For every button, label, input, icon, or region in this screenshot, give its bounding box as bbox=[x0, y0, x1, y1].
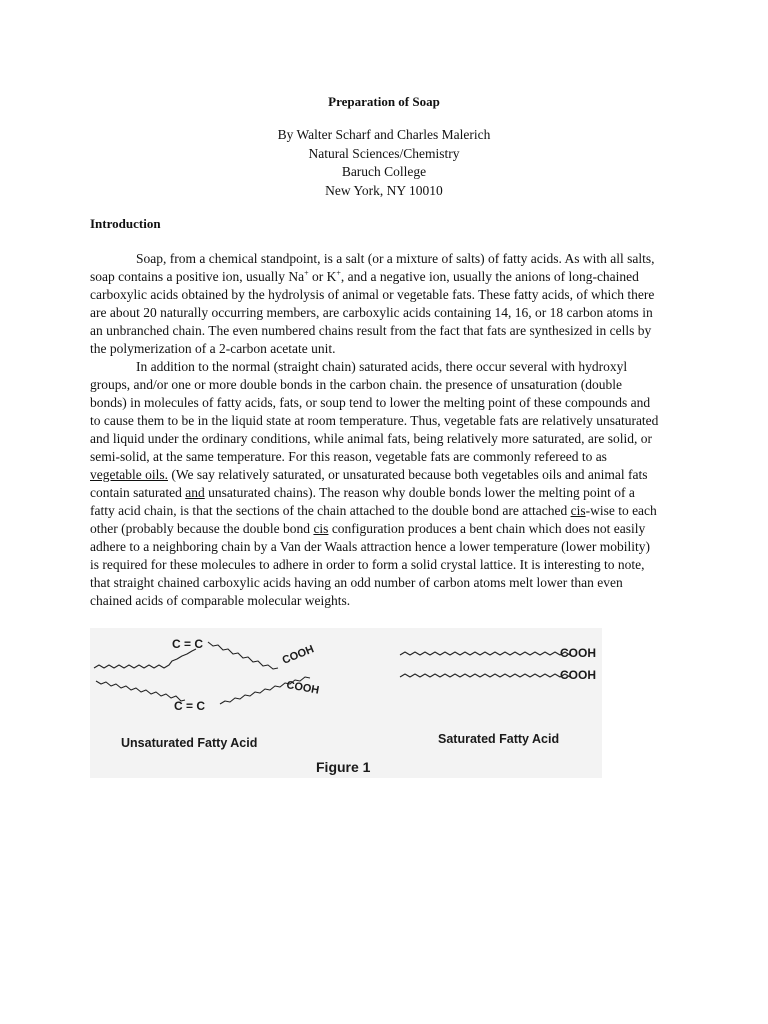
byline-location: New York, NY 10010 bbox=[325, 182, 443, 198]
byline-institution: Baruch College bbox=[341, 164, 427, 179]
saturated-label: Saturated Fatty Acid bbox=[438, 732, 560, 746]
paragraph-2-text: In addition to the normal (straight chain) saturated acids, there occur several with hydroxyl groups, and/or one or more double bonds in the carbon chain. the presence of unsaturation (double bonds) in molecules of fatty acids, fats, or soup tend to lower the melting point of these compounds and to cause them to be in the liquid state at room temperature. Thus, vegetable fats are relatively unsaturated and liquid under the ordinary conditions, while animal fats, being relatively more saturated, are solid, or semi-solid, at the same temperature. For this reason, vegetable fats are commonly refereed to as bbox=[90, 359, 659, 464]
cooh-saturated-top: COOH bbox=[560, 646, 596, 660]
unsaturated-chain-top-right bbox=[208, 642, 278, 669]
cooh-unsaturated-top: COOH bbox=[280, 643, 316, 667]
double-bond-bottom: C = C bbox=[174, 699, 206, 713]
section-heading: Introduction bbox=[90, 216, 161, 231]
byline-authors: By Walter Scharf and Charles Malerich bbox=[277, 127, 491, 142]
paragraph-1-text: or K bbox=[308, 269, 337, 284]
paragraph-1-text: Soap, from a chemical standpoint, is a salt (or a mixture of salts) of fatty acids. As with all salts, soap contains a positive ion, usually Na bbox=[90, 251, 655, 284]
paragraph-2 bbox=[90, 358, 659, 610]
body-text bbox=[90, 250, 659, 610]
paragraph-2-text: (We say relatively saturated, or unsaturated because both vegetables oils and animal fats contain saturated bbox=[90, 467, 648, 500]
byline-department: Natural Sciences/Chemistry bbox=[308, 145, 460, 161]
paragraph-2-text: configuration produces a bent chain which does not easily adhere to a neighboring chain by a Van der Waals attraction hence a lower temperature (lower mobility) is required for these molecules to adhere in order to form a solid crystal lattice. It is interesting to note, that straight chained carboxylic acids having an odd number of carbon atoms melt lower than even chained acids of comparable molecular weights. bbox=[90, 521, 650, 608]
document-title: Preparation of Soap bbox=[328, 94, 440, 109]
fatty-acid-diagram bbox=[90, 628, 602, 778]
underlined-term: and bbox=[185, 485, 205, 500]
sodium-charge: + bbox=[304, 268, 309, 278]
unsaturated-chain-top-left bbox=[94, 649, 196, 668]
paragraph-2-text: -wise to each other (probably because the double bond bbox=[90, 503, 657, 536]
paragraph-1 bbox=[90, 250, 659, 358]
paragraph-1-text: , and a negative ion, usually the anions of long-chained carboxylic acids obtained by the hydrolysis of animal or vegetable fats. These fatty acids, of which there are about 20 naturally occurring members, are carboxylic acids containing 14, 16, or 18 carbon atoms in an unbranched chain. The even numbered chains result from the fact that fats are synthesized in cells by the polymerization of a 2-carbon acetate unit. bbox=[90, 269, 655, 356]
unsaturated-chain-bottom-left bbox=[96, 681, 185, 701]
potassium-charge: + bbox=[336, 268, 341, 278]
underlined-term: cis bbox=[313, 521, 329, 536]
double-bond-top: C = C bbox=[172, 637, 204, 651]
underlined-term: vegetable oils. bbox=[90, 467, 168, 482]
saturated-chain-top bbox=[400, 652, 570, 655]
figure-1 bbox=[90, 628, 602, 778]
saturated-chain-bottom bbox=[400, 674, 570, 677]
unsaturated-label: Unsaturated Fatty Acid bbox=[121, 736, 258, 750]
cooh-saturated-bottom: COOH bbox=[560, 668, 596, 682]
cooh-unsaturated-bottom: COOH bbox=[285, 679, 321, 697]
byline bbox=[0, 126, 768, 200]
figure-caption: Figure 1 bbox=[316, 759, 371, 775]
paragraph-2-text: unsaturated chains). The reason why double bonds lower the melting point of a fatty acid chain, is that the sections of the chain attached to the double bond are attached bbox=[90, 485, 635, 518]
underlined-term: cis bbox=[570, 503, 586, 518]
